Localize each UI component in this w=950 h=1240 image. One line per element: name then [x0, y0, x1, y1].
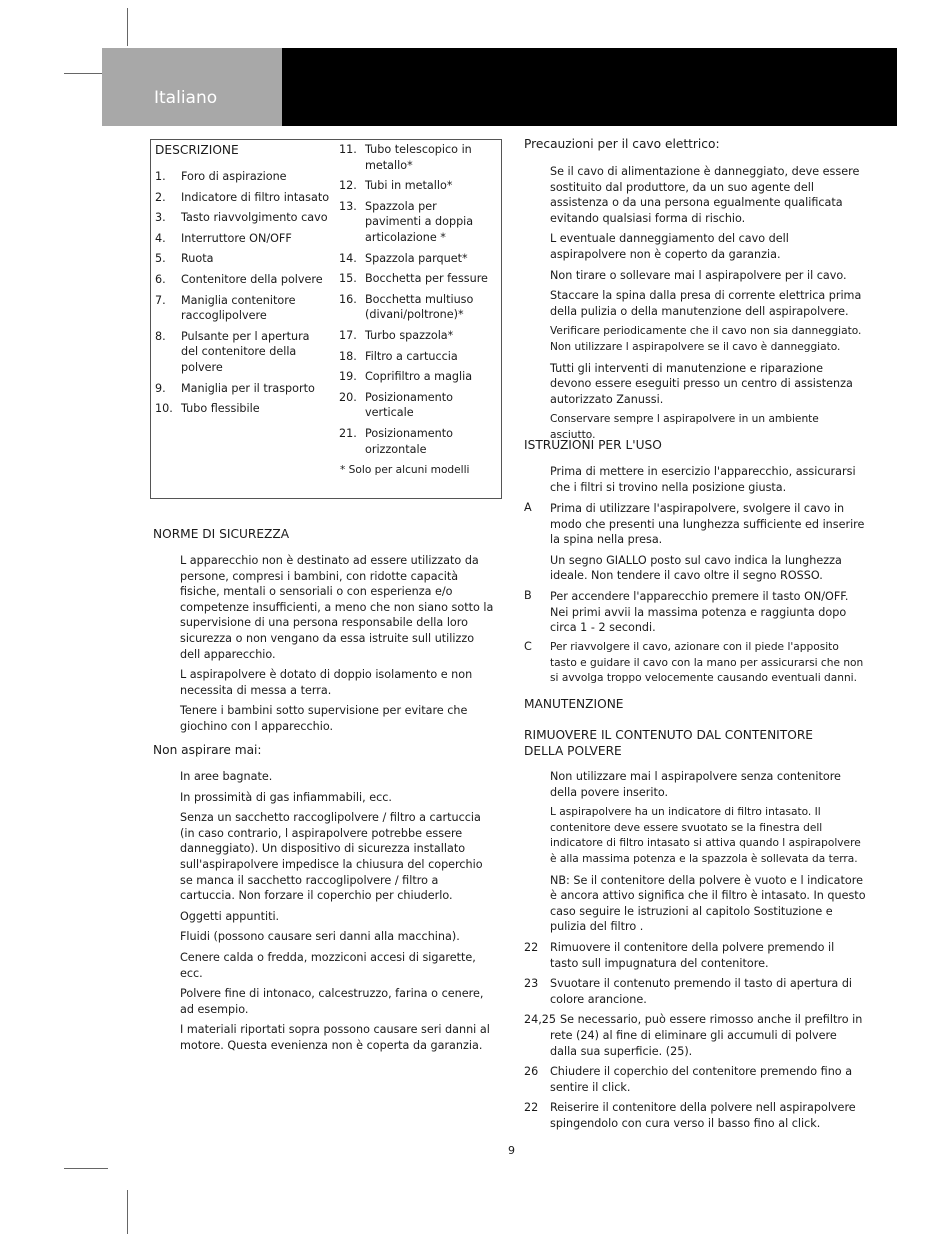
item-text: Spazzola parquet* [365, 251, 468, 265]
manutenzione-section [550, 769, 866, 940]
page-number: 9 [508, 1144, 515, 1157]
non-aspirare-item: Fluidi (possono causare seri danni alla macchina). [180, 930, 460, 944]
manutenzione-step [524, 1100, 866, 1131]
descrizione-item [155, 210, 330, 226]
descrizione-title: DESCRIZIONE [155, 143, 239, 157]
istruzioni-paragraph: Prima di utilizzare l'aspirapolvere, svolgere il cavo in modo che presenti una lunghezza sufficiente ed inserire la spina nella presa. [550, 502, 865, 547]
item-text: Posizionamento orizzontale [365, 426, 454, 456]
precauzioni-paragraph: Conservare sempre l aspirapolvere in un ambiente asciutto. [550, 413, 819, 441]
step-number: 24,25 [524, 1013, 557, 1027]
item-text: Turbo spazzola* [365, 328, 454, 342]
non-aspirare-title: Non aspirare mai: [153, 743, 262, 757]
item-text: Indicatore di filtro intasato [181, 190, 330, 204]
norme-section [180, 553, 495, 740]
item-number: 14. [339, 251, 357, 265]
manutenzione-step [524, 1064, 866, 1095]
item-number: 11. [339, 143, 357, 156]
norme-paragraph: Tenere i bambini sotto supervisione per evitare che giochino con l apparecchio. [180, 704, 468, 733]
non-aspirare-item: Oggetti appuntiti. [180, 909, 280, 923]
descrizione-item [155, 251, 330, 267]
item-text: Posizionamento verticale [365, 390, 454, 420]
descrizione-item [155, 272, 330, 288]
descrizione-footnote: * Solo per alcuni modelli [340, 464, 470, 476]
item-text: Tubo telescopico in metallo* [365, 143, 472, 172]
item-number: 18. [339, 349, 357, 363]
item-number: 4. [155, 231, 166, 245]
step-text: Svuotare il contenuto premendo il tasto di apertura di colore arancione. [550, 977, 853, 1006]
istruzioni-intro: Prima di mettere in esercizio l'apparecchio, assicurarsi che i filtri si trovino nella posizione giusta. [550, 465, 856, 494]
descrizione-item [339, 349, 489, 365]
istruzioni-step-a [550, 501, 866, 589]
descrizione-list-col2 [339, 142, 489, 462]
descrizione-item [155, 231, 330, 247]
step-text: Se necessario, può essere rimosso anche il prefiltro in rete (24) al fine di eliminare gli accumuli di polvere dalla sua superficie. (25). [550, 1013, 863, 1058]
precauzioni-paragraph: Staccare la spina dalla presa di corrente elettrica prima della pulizia o della manutenzione dell aspirapolvere. [550, 289, 862, 318]
item-text: Tasto riavvolgimento cavo [181, 211, 328, 225]
step-label-b: B [524, 589, 532, 602]
descrizione-item [339, 199, 489, 246]
step-text: Rimuovere il contenitore della polvere premendo il tasto sull impugnatura del contenitore. [550, 941, 835, 970]
descrizione-item [339, 271, 489, 287]
manutenzione-paragraph: NB: Se il contenitore della polvere è vuoto e l indicatore è ancora attivo significa che il filtro è intasato. In questo caso seguire le istruzioni al capitolo Sostituzione e pulizia del filtro . [550, 873, 866, 934]
crop-mark [127, 1190, 128, 1234]
descrizione-item [339, 426, 489, 457]
item-number: 19. [339, 370, 357, 384]
item-number: 15. [339, 272, 357, 286]
step-number: 23 [524, 977, 539, 991]
step-text: Reiserire il contenitore della polvere nell aspirapolvere spingendolo con cura verso il basso fino al click. [550, 1101, 856, 1130]
item-number: 9. [155, 381, 166, 395]
step-label-c: C [524, 640, 532, 653]
manutenzione-title: MANUTENZIONE [524, 697, 624, 711]
manutenzione-step [524, 940, 866, 971]
precauzioni-title: Precauzioni per il cavo elettrico: [524, 137, 720, 151]
non-aspirare-item: In aree bagnate. [180, 770, 273, 783]
item-text: Contenitore della polvere [181, 272, 323, 286]
crop-mark [64, 1168, 108, 1169]
descrizione-item [339, 292, 489, 323]
descrizione-item [339, 369, 489, 385]
manutenzione-steps [524, 940, 866, 1137]
descrizione-list-col1 [155, 169, 330, 422]
descrizione-item [155, 169, 330, 185]
manutenzione-paragraph: L aspirapolvere ha un indicatore di filtro intasato. Il contenitore deve essere svuotato se la finestra dell indicatore di filtro intasato si attiva quando l aspirapolvere è alla massima potenza e la spazzola è sollevata da terra. [550, 806, 861, 865]
item-text: Bocchetta per fessure [365, 272, 488, 286]
item-number: 3. [155, 211, 166, 225]
item-text: Spazzola per pavimenti a doppia articolazione * [365, 199, 474, 244]
precauzioni-section [550, 164, 866, 449]
precauzioni-paragraph: Se il cavo di alimentazione è danneggiato, deve essere sostituito dal produttore, da un suo agente dell assistenza o da una persona egualmente qualificata evitando qualsiasi forma di rischio. [550, 165, 860, 225]
item-text: Bocchetta multiuso (divani/poltrone)* [365, 292, 474, 322]
item-text: Maniglia contenitore raccoglipolvere [181, 293, 296, 323]
item-number: 16. [339, 292, 357, 306]
item-number: 5. [155, 252, 166, 266]
precauzioni-paragraph: Verificare periodicamente che il cavo non sia danneggiato. Non utilizzare l aspirapolvere se il cavo è danneggiato. [550, 325, 862, 353]
descrizione-item [155, 190, 330, 206]
descrizione-item [339, 142, 489, 173]
item-text: Ruota [181, 252, 214, 266]
descrizione-item [339, 328, 489, 344]
step-number: 22 [524, 1101, 539, 1115]
item-text: Coprifiltro a maglia [365, 370, 473, 384]
item-number: 10. [155, 402, 173, 416]
item-text: Tubi in metallo* [365, 179, 453, 193]
non-aspirare-item: Polvere fine di intonaco, calcestruzzo, farina o cenere, ad esempio. [180, 987, 484, 1016]
item-text: Maniglia per il trasporto [181, 381, 315, 395]
manutenzione-step [524, 1012, 866, 1059]
precauzioni-paragraph: L eventuale danneggiamento del cavo dell aspirapolvere non è coperto da garanzia. [550, 232, 789, 261]
step-text: Chiudere il coperchio del contenitore premendo fino a sentire il click. [550, 1065, 853, 1094]
crop-mark [127, 8, 128, 46]
item-number: 21. [339, 426, 357, 440]
non-aspirare-item: I materiali riportati sopra possono causare seri danni al motore. Questa evenienza non è coperta da garanzia. [180, 1023, 490, 1052]
norme-title: NORME DI SICUREZZA [153, 527, 290, 541]
descrizione-item [339, 178, 489, 194]
non-aspirare-item: In prossimità di gas infiammabili, ecc. [180, 790, 392, 804]
item-number: 8. [155, 329, 166, 343]
non-aspirare-item: Senza un sacchetto raccoglipolvere / filtro a cartuccia (in caso contrario, l aspirapolvere potrebbe essere danneggiato). Un dispositivo di sicurezza installato sull'aspirapolvere impedisce la chiusura del coperchio se manca il sacchetto raccoglipolvere / filtro a cartuccia. Non forzare il coperchio per chiuderlo. [180, 811, 483, 903]
istruzioni-step-b: Per accendere l'apparecchio premere il tasto ON/OFF. Nei primi avvii la massima potenza e raggiunta dopo circa 1 - 2 secondi. [550, 590, 849, 635]
item-text: Filtro a cartuccia [365, 349, 458, 363]
item-number: 2. [155, 190, 166, 204]
item-number: 17. [339, 328, 357, 342]
precauzioni-paragraph: Tutti gli interventi di manutenzione e riparazione devono essere eseguiti presso un centro di assistenza autorizzato Zanussi. [550, 361, 853, 406]
descrizione-item [339, 251, 489, 267]
norme-paragraph: L apparecchio non è destinato ad essere utilizzato da persone, compresi i bambini, con ridotte capacità fisiche, mentali o sensoriali o con esperienza e/o competenze insufficienti, a meno che non siano sotto la supervisione di una persona responsabile della loro sicurezza o non vengano da essa istruite sull utilizzo dell apparecchio. [180, 554, 494, 661]
item-number: 13. [339, 199, 357, 213]
item-number: 12. [339, 179, 357, 193]
descrizione-item [155, 329, 330, 376]
norme-paragraph: L aspirapolvere è dotato di doppio isolamento e non necessita di messa a terra. [180, 668, 473, 697]
item-number: 20. [339, 390, 357, 404]
item-text: Tubo flessibile [181, 402, 260, 416]
step-label-a: A [524, 501, 532, 514]
non-aspirare-section [180, 769, 495, 1059]
header-black-band [282, 48, 897, 126]
step-number: 22 [524, 941, 539, 954]
item-text: Foro di aspirazione [181, 170, 287, 183]
item-number: 7. [155, 293, 166, 307]
descrizione-item [155, 381, 330, 397]
item-number: 1. [155, 170, 166, 183]
item-text: Pulsante per l apertura del contenitore della polvere [181, 329, 310, 374]
item-text: Interruttore ON/OFF [181, 231, 292, 245]
non-aspirare-item: Cenere calda o fredda, mozziconi accesi di sigarette, ecc. [180, 950, 476, 980]
item-number: 6. [155, 272, 166, 286]
precauzioni-paragraph: Non tirare o sollevare mai l aspirapolvere per il cavo. [550, 268, 847, 282]
manutenzione-step [524, 976, 866, 1007]
istruzioni-step-c: Per riavvolgere il cavo, azionare con il piede l'apposito tasto e guidare il cavo con la mano per assicurarsi che non si avvolga troppo velocemente causando eventuali danni. [550, 641, 864, 685]
descrizione-item [339, 390, 489, 421]
descrizione-item [155, 401, 330, 417]
manutenzione-subtitle: RIMUOVERE IL CONTENUTO DAL CONTENITORE DELLA POLVERE [524, 728, 813, 758]
crop-mark [64, 73, 102, 74]
step-number: 26 [524, 1065, 539, 1079]
header-language-label: Italiano [154, 88, 218, 108]
istruzioni-paragraph: Un segno GIALLO posto sul cavo indica la lunghezza ideale. Non tendere il cavo oltre il segno ROSSO. [550, 553, 842, 583]
istruzioni-title: ISTRUZIONI PER L'USO [524, 438, 662, 452]
header-language-tab [102, 48, 282, 126]
manutenzione-paragraph: Non utilizzare mai l aspirapolvere senza contenitore della povere inserito. [550, 770, 841, 799]
descrizione-item [155, 293, 330, 324]
